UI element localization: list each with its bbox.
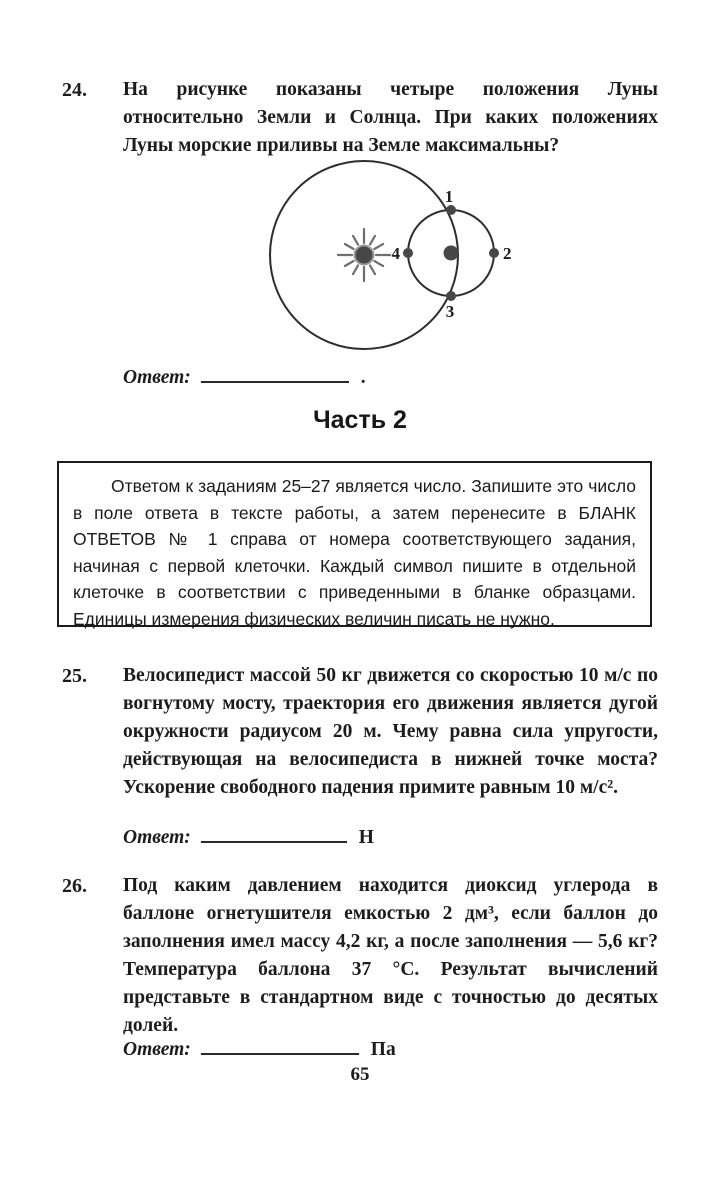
question-24-text: На рисунке показаны четыре положения Луны относительно Земли и Солнца. При каких положениях Луны морские приливы на Земле максимальны? <box>123 79 658 156</box>
instruction-box <box>57 461 652 627</box>
instruction-text: Ответом к заданиям 25–27 является число. Запишите это число в поле ответа в тексте работы, а затем перенесите в БЛАНК ОТВЕТОВ № 1 справа от номера соответствующего задания, начиная с первой клеточки. Каждый символ пишите в отдельной клеточке в соответствии с приведенными в бланке образцами. Единицы измерения физических величин писать не нужно. <box>73 476 636 629</box>
answer-label-25: Ответ: <box>123 827 191 848</box>
answer-line-26 <box>123 1038 396 1062</box>
page-number: 65 <box>350 1064 370 1085</box>
moon-position-dot-4 <box>403 248 413 258</box>
moon-position-dot-2 <box>489 248 499 258</box>
answer-line-25 <box>123 826 374 850</box>
earth-dot <box>444 246 459 261</box>
moon-position-dot-3 <box>446 291 456 301</box>
answer-blank-26 <box>201 1038 359 1055</box>
question-26 <box>62 872 658 1040</box>
moon-position-label-4: 4 <box>391 244 400 263</box>
sun-icon <box>338 229 390 281</box>
answer-blank-25 <box>201 826 347 843</box>
question-24 <box>62 76 658 160</box>
answer-label-26: Ответ: <box>123 1039 191 1060</box>
answer-suffix-24: . <box>360 367 366 388</box>
question-25-number: 25. <box>62 665 87 687</box>
answer-line-24 <box>123 366 366 390</box>
question-26-number: 26. <box>62 875 87 897</box>
part2-heading: Часть 2 <box>313 406 407 434</box>
answer-suffix-25: Н <box>358 827 374 848</box>
question-25-text: Велосипедист массой 50 кг движется со скоростью 10 м/с по вогнутому мосту, траектория его движения является дугой окружности радиусом 20 м. Чему равна сила упругости, действующая на велосипедиста в нижней точке моста? Ускорение свободного падения примите равным 10 м/с². <box>123 665 658 798</box>
question-25 <box>62 662 658 802</box>
moon-position-label-3: 3 <box>445 302 455 321</box>
answer-suffix-26: Па <box>370 1039 396 1060</box>
answer-label-24: Ответ: <box>123 367 191 388</box>
moon-orbit-figure <box>253 153 527 363</box>
moon-position-dot-1 <box>446 205 456 215</box>
moon-position-label-2: 2 <box>503 244 512 263</box>
question-24-number: 24. <box>62 79 87 101</box>
moon-position-label-1: 1 <box>444 187 454 206</box>
answer-blank-24 <box>201 366 349 383</box>
question-26-text: Под каким давлением находится диоксид углерода в баллоне огнетушителя емкостью 2 дм³, если баллон до заполнения имел массу 4,2 кг, а после заполнения — 5,6 кг? Температура баллона 37 °С. Результат вычислений представьте в стандартном виде с точностью до десятых долей. <box>123 875 658 1036</box>
